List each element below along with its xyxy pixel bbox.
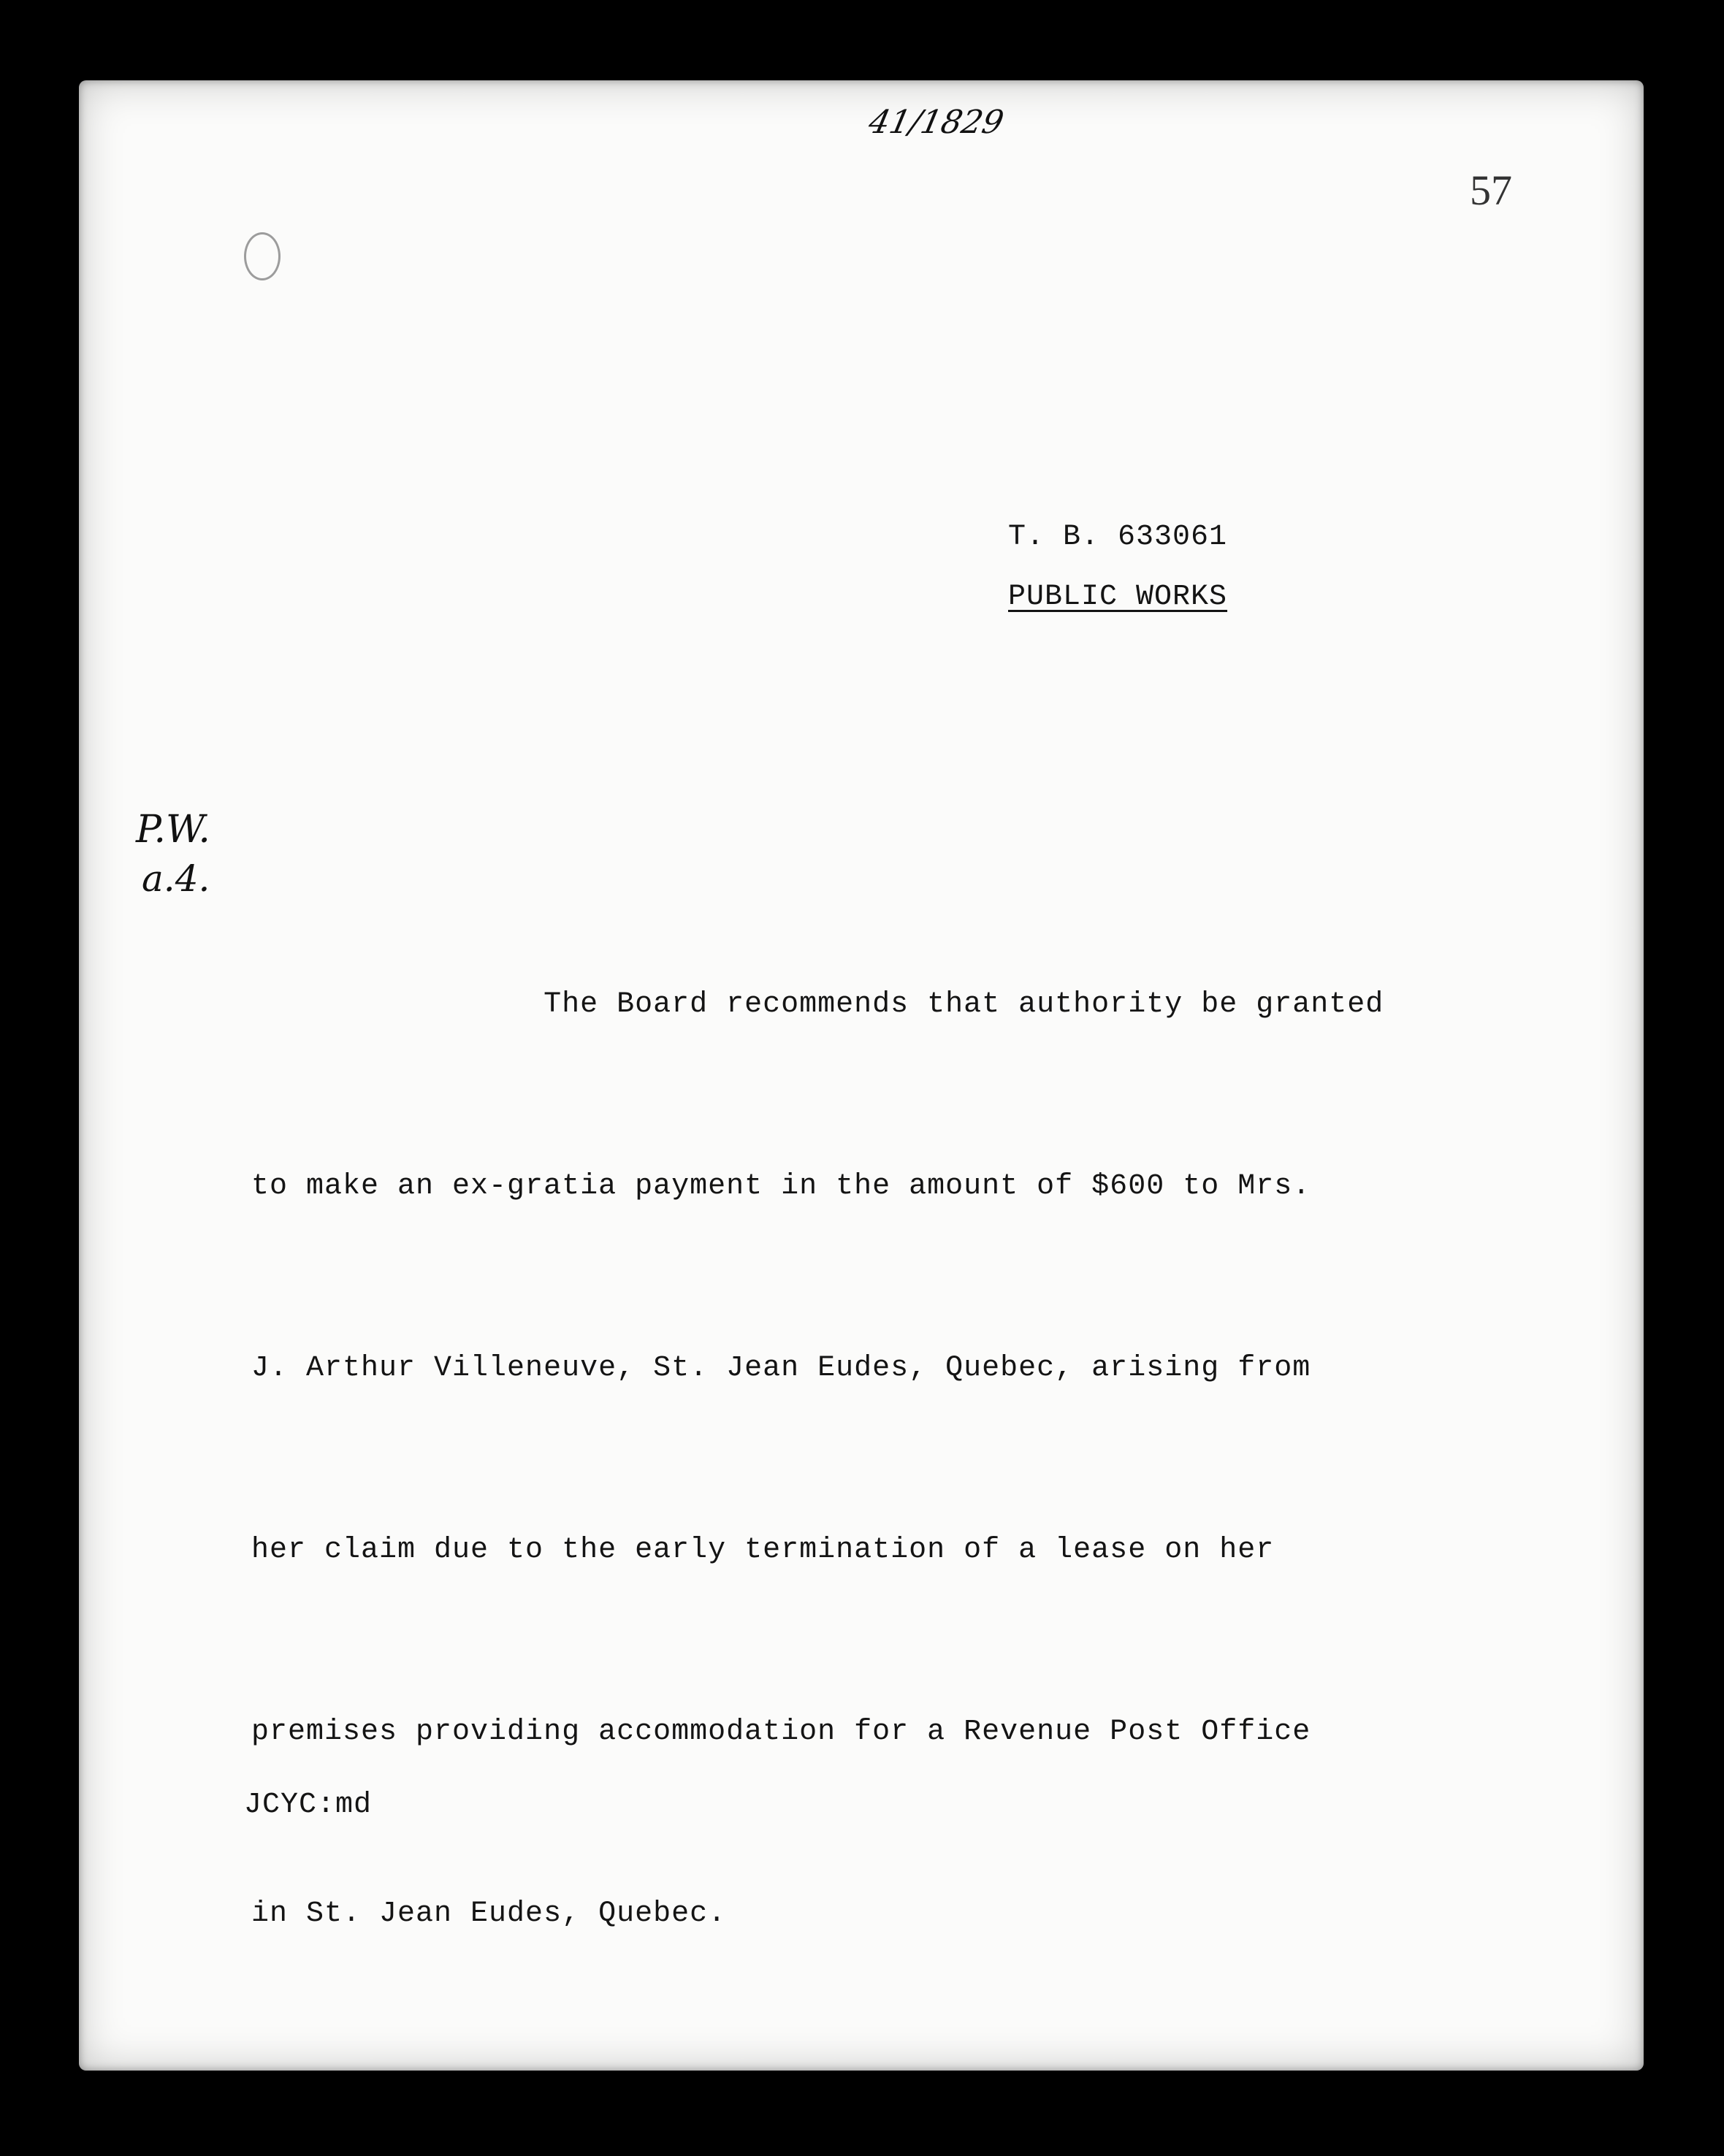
reference-initials: JCYC:md xyxy=(244,1789,373,1821)
tb-number: T. B. 633061 xyxy=(1008,521,1228,554)
margin-note: P.W. xyxy=(136,808,210,852)
document-page xyxy=(79,80,1644,2071)
body-line: her claim due to the early termination of a lease on her xyxy=(251,1534,1275,1567)
body-line: J. Arthur Villeneuve, St. Jean Eudes, Quebec, arising from xyxy=(251,1352,1311,1385)
page-number: 57 xyxy=(1470,167,1512,214)
body-paragraph xyxy=(251,853,1384,2065)
file-number: 41/1829 xyxy=(865,104,1007,141)
body-line: The Board recommends that authority be granted xyxy=(251,988,1384,1021)
body-line: in St. Jean Eudes, Quebec. xyxy=(251,1897,727,1930)
margin-note: a.4. xyxy=(142,857,210,900)
body-line: premises providing accommodation for a Revenue Post Office xyxy=(251,1716,1311,1748)
punch-hole xyxy=(244,232,281,280)
department-heading: PUBLIC WORKS xyxy=(1008,581,1228,613)
body-line: to make an ex-gratia payment in the amount of $600 to Mrs. xyxy=(251,1170,1311,1203)
